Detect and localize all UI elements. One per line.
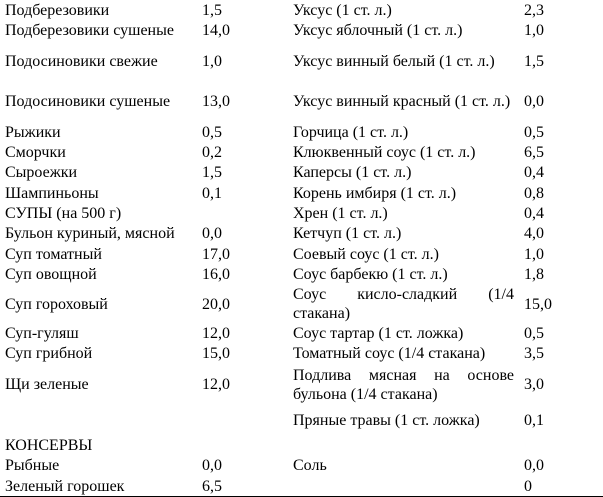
right-value-cell: 3,5 [518,344,603,364]
table-row [0,142,603,162]
table-row [0,81,603,122]
left-value-cell: 0,1 [202,184,222,202]
left-name-cell: Подосиновики сушеные [5,93,171,111]
left-name-cell: Рыжики [5,123,61,141]
left-value-cell: 20,0 [202,295,230,313]
left-value-cell: 16,0 [202,266,230,284]
right-name-cell [288,476,518,496]
left-name-cell: Суп томатный [5,245,102,263]
left-value-cell: 1,5 [202,1,222,19]
table-row [0,224,603,244]
table-row [0,323,603,343]
left-name-cell: Суп-гуляш [5,325,79,343]
left-value-cell: 12,0 [202,325,230,343]
left-value-cell: 13,0 [202,93,230,111]
left-name-cell: Суп грибной [5,345,93,363]
left-value-cell: 14,0 [202,22,230,40]
right-name-cell: Хрен (1 ст. л.) [293,205,388,223]
left-value-cell: 0,2 [202,144,222,162]
table-row [0,435,603,455]
right-name-cell: Соус кисло-сладкий (1/4 стакана) [293,286,514,323]
right-value-cell: 1,8 [518,264,603,284]
left-name-cell [0,405,196,436]
right-value-cell [518,435,603,455]
table-row [0,0,603,20]
table-row [0,476,603,496]
right-value-cell: 2,3 [518,0,603,20]
left-value-cell: 0,5 [202,123,222,141]
left-name-cell: Бульон куриный, мясной [5,225,175,243]
table-row [0,344,603,364]
left-name-cell: КОНСЕРВЫ [5,437,93,455]
left-value-cell: 6,5 [196,476,288,496]
right-value-cell: 0,0 [518,456,603,476]
right-value-cell: 0,4 [518,203,603,223]
right-value-cell: 0,1 [518,405,603,436]
right-value-cell: 1,5 [518,41,603,82]
right-value-cell: 0,4 [518,163,603,183]
left-value-cell: 17,0 [202,245,230,263]
table-row [0,20,603,40]
table-row [0,183,603,203]
table-row [0,163,603,183]
right-value-cell: 1,0 [518,244,603,264]
right-name-cell: Подлива мясная на основе бульона (1/4 стакана) [293,366,514,403]
left-name-cell: Зеленый горошек [0,476,196,496]
left-name-cell: Рыбные [5,457,60,475]
right-value-cell: 0 [518,476,603,496]
right-name-cell: Кетчуп (1 ст. л.) [293,225,402,243]
left-value-cell: 0,0 [202,225,222,243]
right-name-cell: Уксус (1 ст. л.) [293,1,392,19]
left-value-cell [196,435,288,455]
right-name-cell: Уксус винный белый (1 ст. л.) [293,52,495,70]
right-value-cell: 4,0 [518,224,603,244]
left-name-cell: Суп гороховый [5,295,108,313]
right-value-cell: 15,0 [518,285,603,324]
left-value-cell [196,405,288,436]
table-row [0,285,603,324]
right-name-cell: Корень имбиря (1 ст. л.) [293,184,457,202]
left-name-cell: Сморчки [5,144,66,162]
left-value-cell: 1,5 [202,164,222,182]
right-name-cell: Соль [293,457,327,475]
right-value-cell: 1,0 [518,20,603,40]
left-name-cell: Подберезовики сушеные [5,22,174,40]
left-name-cell: Подосиновики свежие [5,52,158,70]
table-row [0,264,603,284]
table-row [0,456,603,476]
right-value-cell: 0,5 [518,122,603,142]
left-name-cell: Суп овощной [5,266,97,284]
right-name-cell [288,435,518,455]
right-name-cell: Каперсы (1 ст. л.) [293,164,412,182]
left-value-cell: 12,0 [202,376,230,393]
left-value-cell [196,203,288,223]
table-row [0,405,603,436]
right-name-cell: Соевый соус (1 ст. л.) [293,245,439,263]
right-name-cell: Пряные травы (1 ст. ложка) [293,411,480,429]
right-name-cell: Горчица (1 ст. л.) [293,123,409,141]
right-name-cell: Томатный соус (1/4 стакана) [293,345,486,363]
right-name-cell: Соус барбекю (1 ст. л.) [293,266,448,284]
left-name-cell: Сыроежки [5,164,78,182]
left-value-cell: 1,0 [202,52,222,70]
right-value-cell: 6,5 [518,142,603,162]
right-value-cell: 0,8 [518,183,603,203]
left-name-cell: Подберезовики [5,1,110,19]
left-value-cell: 0,0 [202,457,222,475]
left-name-cell: Щи зеленые [5,376,89,393]
right-name-cell: Уксус винный красный (1 ст. л.) [293,93,511,111]
left-name-cell: СУПЫ (на 500 г) [5,205,122,223]
left-value-cell: 15,0 [202,345,230,363]
table-row [0,41,603,82]
table-row [0,203,603,223]
table-row [0,244,603,264]
right-value-cell: 0,0 [518,81,603,122]
right-value-cell: 0,5 [518,323,603,343]
left-name-cell: Шампиньоны [5,184,99,202]
right-value-cell: 3,0 [518,364,603,405]
right-name-cell: Соус тартар (1 ст. ложка) [293,325,464,343]
right-name-cell: Уксус яблочный (1 ст. л.) [293,22,463,40]
table-row [0,364,603,405]
right-name-cell: Клюквенный соус (1 ст. л.) [293,144,476,162]
table-row [0,122,603,142]
